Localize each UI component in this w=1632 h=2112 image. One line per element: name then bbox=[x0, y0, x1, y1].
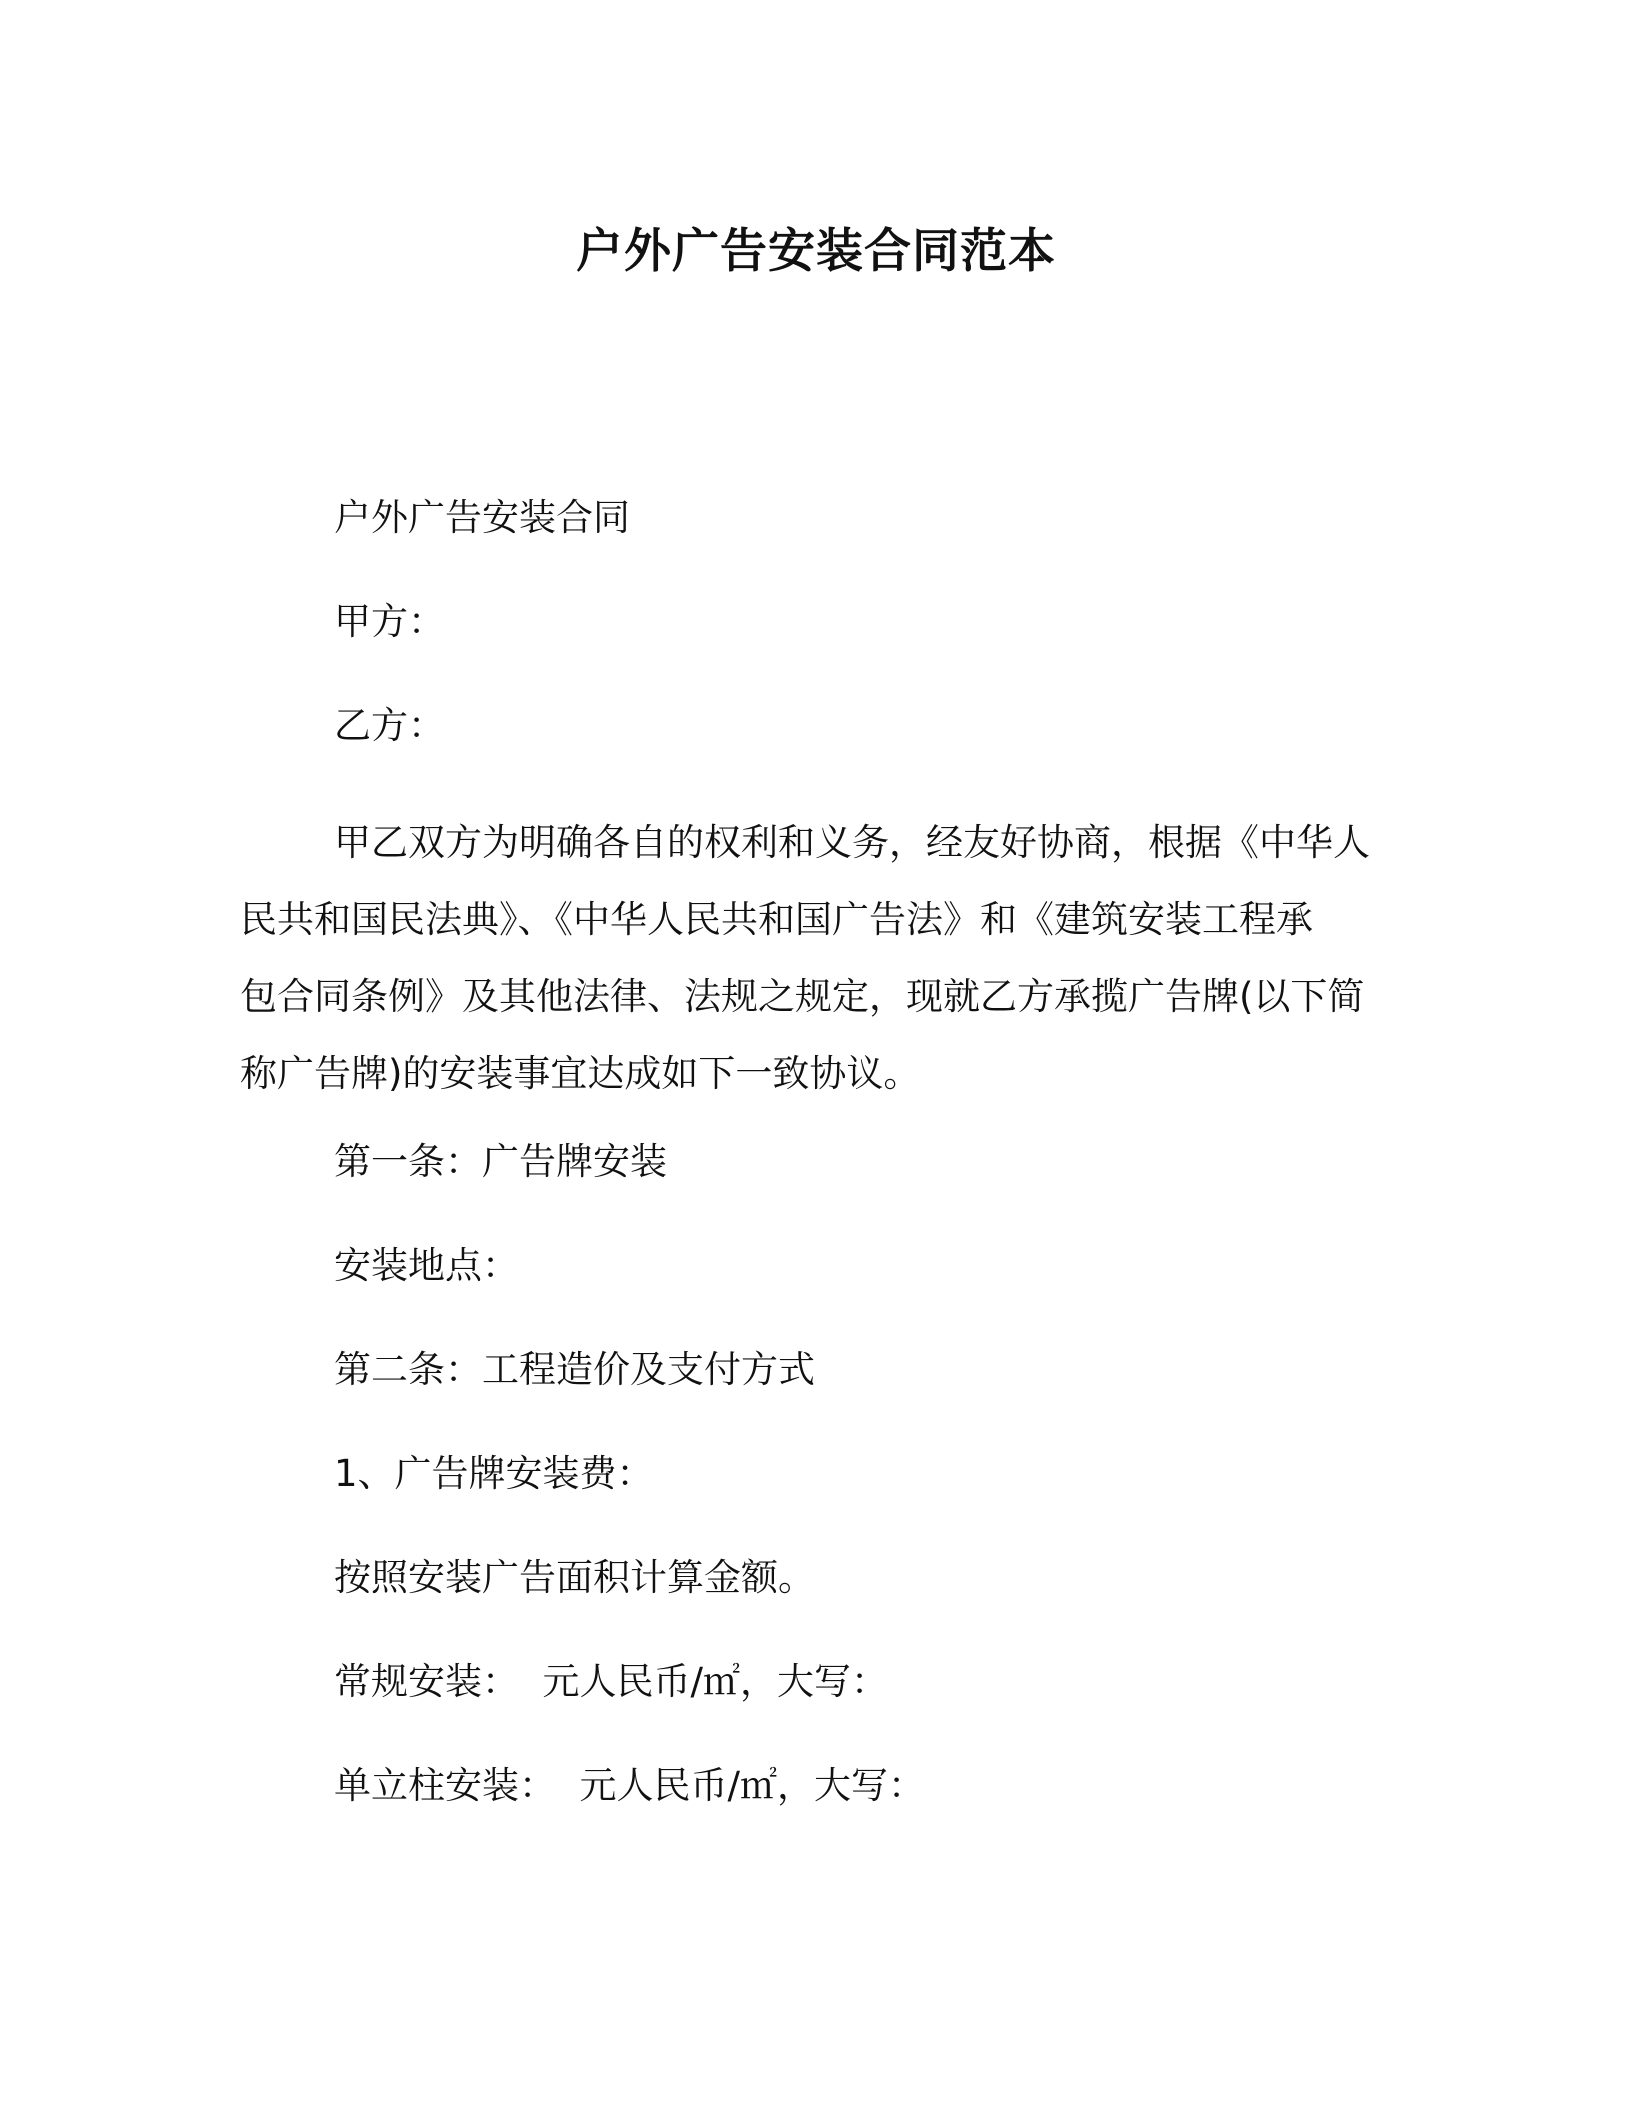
preamble-line: 民共和国民法典》、《中华人民共和国广告法》和《建筑安装工程承 bbox=[240, 898, 1313, 941]
document-title: 户外广告安装合同范本 bbox=[576, 224, 1056, 279]
preamble-paragraph bbox=[240, 804, 1390, 1112]
preamble-line: 称广告牌)的安装事宜达成如下一致协议。 bbox=[240, 1052, 921, 1095]
preamble-line: 包合同条例》及其他法律、法规之规定，现就乙方承揽广告牌(以下简 bbox=[240, 975, 1365, 1018]
preamble-line: 甲乙双方为明确各自的权利和义务，经友好协商，根据《中华人 bbox=[334, 821, 1370, 864]
install-location-label: 安装地点： bbox=[334, 1244, 519, 1287]
contract-subtitle: 户外广告安装合同 bbox=[334, 496, 630, 539]
regular-install-price: 常规安装： 元人民币/㎡，大写： bbox=[334, 1660, 888, 1703]
party-b-label: 乙方： bbox=[334, 704, 445, 747]
article-1-heading: 第一条：广告牌安装 bbox=[334, 1140, 667, 1183]
single-pole-install-price: 单立柱安装： 元人民币/㎡，大写： bbox=[334, 1764, 925, 1807]
party-a-label: 甲方： bbox=[334, 600, 445, 643]
calculation-note: 按照安装广告面积计算金额。 bbox=[334, 1556, 815, 1599]
article-2-heading: 第二条：工程造价及支付方式 bbox=[334, 1348, 815, 1391]
item-1-install-fee: 1、广告牌安装费： bbox=[334, 1452, 654, 1495]
